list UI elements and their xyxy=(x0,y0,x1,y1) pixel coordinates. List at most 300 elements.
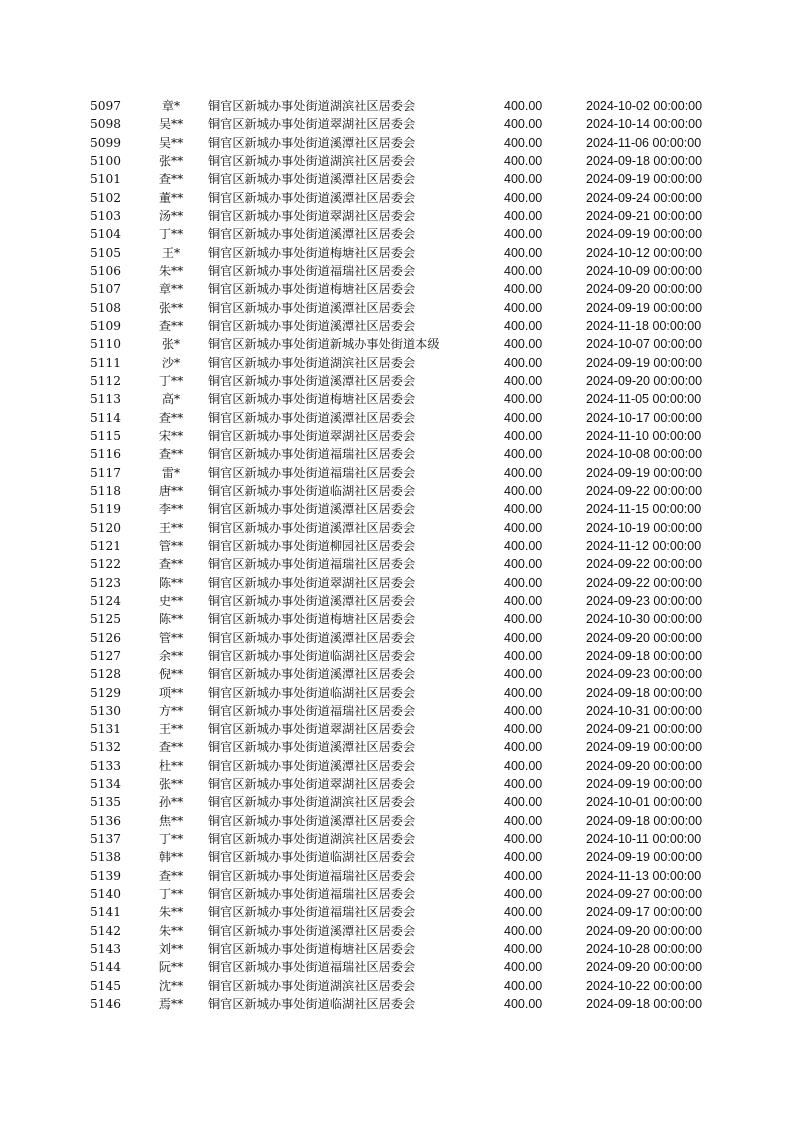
row-amount: 400.00 xyxy=(504,630,543,645)
row-date: 2024-10-02 00:00:00 xyxy=(586,99,703,113)
row-date: 2024-09-18 00:00:00 xyxy=(586,813,703,828)
row-amount: 400.00 xyxy=(504,282,543,297)
row-organization: 铜官区新城办事处街道柳园社区居委会 xyxy=(208,538,416,553)
row-id: 5144 xyxy=(90,960,122,975)
row-name: 董** xyxy=(158,190,184,205)
row-date: 2024-09-21 00:00:00 xyxy=(586,722,703,737)
row-date: 2024-09-20 00:00:00 xyxy=(586,923,703,938)
table-row xyxy=(88,830,728,848)
row-date: 2024-11-06 00:00:00 xyxy=(586,135,702,150)
row-date: 2024-09-19 00:00:00 xyxy=(586,300,703,315)
table-row xyxy=(88,354,728,372)
row-amount: 400.00 xyxy=(504,300,543,315)
row-date: 2024-09-24 00:00:00 xyxy=(586,190,703,205)
row-amount: 400.00 xyxy=(504,410,543,425)
row-organization: 铜官区新城办事处街道翠湖社区居委会 xyxy=(208,722,416,737)
row-id: 5141 xyxy=(90,905,122,920)
row-id: 5113 xyxy=(90,392,122,407)
row-amount: 400.00 xyxy=(504,685,543,700)
row-amount: 400.00 xyxy=(504,703,543,718)
row-name: 倪** xyxy=(158,667,184,682)
row-organization: 铜官区新城办事处街道新城办事处街道本级 xyxy=(208,337,440,352)
row-organization: 铜官区新城办事处街道溪潭社区居委会 xyxy=(208,318,416,333)
row-amount: 400.00 xyxy=(504,245,543,260)
row-name: 查** xyxy=(158,868,184,883)
row-date: 2024-09-20 00:00:00 xyxy=(586,282,703,297)
row-organization: 铜官区新城办事处街道梅塘社区居委会 xyxy=(208,392,416,407)
row-amount: 400.00 xyxy=(504,795,543,810)
table-row xyxy=(88,684,728,702)
row-date: 2024-10-01 00:00:00 xyxy=(586,795,703,810)
row-date: 2024-10-09 00:00:00 xyxy=(586,263,703,278)
row-date: 2024-09-20 00:00:00 xyxy=(586,960,703,975)
row-name: 阮** xyxy=(158,960,184,975)
row-id: 5132 xyxy=(90,740,122,755)
row-name: 王* xyxy=(161,245,181,260)
row-name: 宋** xyxy=(158,428,184,443)
row-id: 5140 xyxy=(90,887,122,902)
row-id: 5117 xyxy=(90,465,122,480)
row-organization: 铜官区新城办事处街道福瑞社区居委会 xyxy=(208,465,416,480)
row-organization: 铜官区新城办事处街道梅塘社区居委会 xyxy=(208,942,416,957)
row-organization: 铜官区新城办事处街道溪潭社区居委会 xyxy=(208,667,416,682)
row-amount: 400.00 xyxy=(504,978,543,993)
row-date: 2024-09-18 00:00:00 xyxy=(586,997,703,1012)
row-date: 2024-09-18 00:00:00 xyxy=(586,153,703,168)
row-organization: 铜官区新城办事处街道溪潭社区居委会 xyxy=(208,227,416,242)
row-id: 5112 xyxy=(90,373,122,388)
row-name: 查** xyxy=(158,557,184,572)
row-id: 5146 xyxy=(90,997,122,1012)
row-id: 5103 xyxy=(90,208,122,223)
row-id: 5119 xyxy=(90,502,122,517)
row-date: 2024-10-12 00:00:00 xyxy=(586,245,703,260)
row-amount: 400.00 xyxy=(504,740,543,755)
row-id: 5109 xyxy=(90,318,122,333)
row-organization: 铜官区新城办事处街道翠湖社区居委会 xyxy=(208,777,416,792)
row-amount: 400.00 xyxy=(504,373,543,388)
row-name: 丁** xyxy=(158,227,184,242)
row-date: 2024-10-11 00:00:00 xyxy=(586,832,702,847)
row-amount: 400.00 xyxy=(504,465,543,480)
table-row xyxy=(88,445,728,463)
row-name: 张** xyxy=(158,153,184,168)
row-amount: 400.00 xyxy=(504,355,543,370)
row-date: 2024-09-22 00:00:00 xyxy=(586,557,703,572)
row-amount: 400.00 xyxy=(504,850,543,865)
row-id: 5118 xyxy=(90,483,122,498)
row-date: 2024-10-31 00:00:00 xyxy=(586,703,703,718)
table-row xyxy=(88,225,728,243)
row-organization: 铜官区新城办事处街道溪潭社区居委会 xyxy=(208,758,416,773)
table-row xyxy=(88,97,728,115)
row-organization: 铜官区新城办事处街道福瑞社区居委会 xyxy=(208,703,416,718)
table-row xyxy=(88,464,728,482)
row-date: 2024-10-07 00:00:00 xyxy=(586,337,703,352)
payment-table xyxy=(88,97,728,1013)
row-name: 高* xyxy=(161,392,181,407)
row-organization: 铜官区新城办事处街道福瑞社区居委会 xyxy=(208,447,416,462)
table-row xyxy=(88,427,728,445)
row-name: 张** xyxy=(158,300,184,315)
row-id: 5102 xyxy=(90,190,122,205)
row-amount: 400.00 xyxy=(504,593,543,608)
row-id: 5130 xyxy=(90,703,122,718)
row-id: 5139 xyxy=(90,868,122,883)
row-organization: 铜官区新城办事处街道福瑞社区居委会 xyxy=(208,868,416,883)
row-id: 5104 xyxy=(90,227,122,242)
table-row xyxy=(88,867,728,885)
row-date: 2024-09-20 00:00:00 xyxy=(586,630,703,645)
row-amount: 400.00 xyxy=(504,520,543,535)
row-date: 2024-09-17 00:00:00 xyxy=(586,905,703,920)
row-id: 5100 xyxy=(90,153,122,168)
row-organization: 铜官区新城办事处街道翠湖社区居委会 xyxy=(208,208,416,223)
row-name: 雷* xyxy=(161,465,181,480)
row-organization: 铜官区新城办事处街道福瑞社区居委会 xyxy=(208,557,416,572)
row-amount: 400.00 xyxy=(504,99,543,113)
row-id: 5101 xyxy=(90,172,122,187)
table-row xyxy=(88,977,728,995)
row-id: 5136 xyxy=(90,813,122,828)
row-id: 5128 xyxy=(90,667,122,682)
row-date: 2024-11-10 00:00:00 xyxy=(586,428,702,443)
row-organization: 铜官区新城办事处街道溪潭社区居委会 xyxy=(208,593,416,608)
row-date: 2024-09-19 00:00:00 xyxy=(586,850,703,865)
table-row xyxy=(88,665,728,683)
row-amount: 400.00 xyxy=(504,447,543,462)
row-amount: 400.00 xyxy=(504,153,543,168)
row-organization: 铜官区新城办事处街道临湖社区居委会 xyxy=(208,483,416,498)
table-row xyxy=(88,647,728,665)
row-name: 陈** xyxy=(158,575,184,590)
row-name: 管** xyxy=(158,538,184,553)
row-date: 2024-09-20 00:00:00 xyxy=(586,758,703,773)
row-name: 丁** xyxy=(158,832,184,847)
table-row xyxy=(88,390,728,408)
row-name: 张* xyxy=(161,337,181,352)
table-row xyxy=(88,812,728,830)
row-name: 朱** xyxy=(158,923,184,938)
row-name: 项** xyxy=(158,685,184,700)
row-amount: 400.00 xyxy=(504,263,543,278)
row-date: 2024-10-28 00:00:00 xyxy=(586,942,703,957)
row-amount: 400.00 xyxy=(504,813,543,828)
table-row xyxy=(88,958,728,976)
row-id: 5115 xyxy=(90,428,122,443)
row-name: 章* xyxy=(161,99,181,113)
row-date: 2024-09-19 00:00:00 xyxy=(586,740,703,755)
row-date: 2024-10-14 00:00:00 xyxy=(586,117,703,132)
row-organization: 铜官区新城办事处街道翠湖社区居委会 xyxy=(208,575,416,590)
row-id: 5125 xyxy=(90,612,122,627)
row-date: 2024-09-19 00:00:00 xyxy=(586,777,703,792)
row-name: 孙** xyxy=(158,795,184,810)
table-row xyxy=(88,280,728,298)
table-row xyxy=(88,922,728,940)
row-date: 2024-09-20 00:00:00 xyxy=(586,373,703,388)
row-date: 2024-09-19 00:00:00 xyxy=(586,227,703,242)
row-id: 5143 xyxy=(90,942,122,957)
row-date: 2024-09-23 00:00:00 xyxy=(586,667,703,682)
row-organization: 铜官区新城办事处街道梅塘社区居委会 xyxy=(208,245,416,260)
row-id: 5114 xyxy=(90,410,122,425)
row-amount: 400.00 xyxy=(504,832,543,847)
row-id: 5126 xyxy=(90,630,122,645)
row-amount: 400.00 xyxy=(504,612,543,627)
table-row xyxy=(88,189,728,207)
row-id: 5142 xyxy=(90,923,122,938)
row-date: 2024-10-30 00:00:00 xyxy=(586,612,703,627)
row-amount: 400.00 xyxy=(504,502,543,517)
table-row xyxy=(88,555,728,573)
row-id: 5098 xyxy=(90,117,122,132)
table-row xyxy=(88,244,728,262)
table-row xyxy=(88,629,728,647)
row-amount: 400.00 xyxy=(504,758,543,773)
table-row xyxy=(88,500,728,518)
row-amount: 400.00 xyxy=(504,135,543,150)
row-organization: 铜官区新城办事处街道湖滨社区居委会 xyxy=(208,795,416,810)
table-row xyxy=(88,409,728,427)
row-organization: 铜官区新城办事处街道溪潭社区居委会 xyxy=(208,813,416,828)
row-organization: 铜官区新城办事处街道临湖社区居委会 xyxy=(208,997,416,1012)
row-amount: 400.00 xyxy=(504,208,543,223)
row-name: 管** xyxy=(158,630,184,645)
row-date: 2024-09-27 00:00:00 xyxy=(586,887,703,902)
row-name: 方** xyxy=(158,703,184,718)
table-row xyxy=(88,848,728,866)
table-row xyxy=(88,299,728,317)
row-id: 5138 xyxy=(90,850,122,865)
row-organization: 铜官区新城办事处街道翠湖社区居委会 xyxy=(208,117,416,132)
row-id: 5111 xyxy=(90,355,122,370)
row-date: 2024-10-22 00:00:00 xyxy=(586,978,703,993)
row-organization: 铜官区新城办事处街道临湖社区居委会 xyxy=(208,648,416,663)
row-date: 2024-09-19 00:00:00 xyxy=(586,355,703,370)
table-row xyxy=(88,317,728,335)
row-name: 朱** xyxy=(158,905,184,920)
table-row xyxy=(88,482,728,500)
row-id: 5127 xyxy=(90,648,122,663)
row-organization: 铜官区新城办事处街道溪潭社区居委会 xyxy=(208,923,416,938)
row-organization: 铜官区新城办事处街道湖滨社区居委会 xyxy=(208,355,416,370)
row-amount: 400.00 xyxy=(504,905,543,920)
row-id: 5110 xyxy=(90,337,122,352)
row-id: 5105 xyxy=(90,245,122,260)
row-id: 5129 xyxy=(90,685,122,700)
row-date: 2024-09-23 00:00:00 xyxy=(586,593,703,608)
row-id: 5099 xyxy=(90,135,122,150)
row-organization: 铜官区新城办事处街道溪潭社区居委会 xyxy=(208,135,416,150)
row-amount: 400.00 xyxy=(504,227,543,242)
row-organization: 铜官区新城办事处街道溪潭社区居委会 xyxy=(208,410,416,425)
row-date: 2024-11-12 00:00:00 xyxy=(586,538,702,553)
table-row xyxy=(88,207,728,225)
table-row xyxy=(88,610,728,628)
table-row xyxy=(88,995,728,1013)
row-id: 5145 xyxy=(90,978,122,993)
row-amount: 400.00 xyxy=(504,428,543,443)
row-amount: 400.00 xyxy=(504,392,543,407)
row-organization: 铜官区新城办事处街道溪潭社区居委会 xyxy=(208,520,416,535)
row-name: 查** xyxy=(158,410,184,425)
row-date: 2024-10-08 00:00:00 xyxy=(586,447,703,462)
row-id: 5106 xyxy=(90,263,122,278)
row-amount: 400.00 xyxy=(504,190,543,205)
table-row xyxy=(88,720,728,738)
table-row xyxy=(88,519,728,537)
row-organization: 铜官区新城办事处街道溪潭社区居委会 xyxy=(208,190,416,205)
row-id: 5097 xyxy=(90,99,122,113)
row-date: 2024-09-22 00:00:00 xyxy=(586,483,703,498)
row-amount: 400.00 xyxy=(504,923,543,938)
row-id: 5116 xyxy=(90,447,122,462)
row-id: 5134 xyxy=(90,777,122,792)
row-name: 焉** xyxy=(158,997,184,1012)
row-name: 王** xyxy=(158,520,184,535)
row-organization: 铜官区新城办事处街道溪潭社区居委会 xyxy=(208,740,416,755)
row-organization: 铜官区新城办事处街道湖滨社区居委会 xyxy=(208,832,416,847)
row-name: 丁** xyxy=(158,887,184,902)
row-date: 2024-09-21 00:00:00 xyxy=(586,208,703,223)
row-id: 5120 xyxy=(90,520,122,535)
row-amount: 400.00 xyxy=(504,575,543,590)
row-organization: 铜官区新城办事处街道福瑞社区居委会 xyxy=(208,905,416,920)
row-name: 查** xyxy=(158,172,184,187)
row-name: 杜** xyxy=(158,758,184,773)
row-name: 沈** xyxy=(158,978,184,993)
row-id: 5121 xyxy=(90,538,122,553)
row-id: 5108 xyxy=(90,300,122,315)
row-amount: 400.00 xyxy=(504,483,543,498)
row-amount: 400.00 xyxy=(504,648,543,663)
row-organization: 铜官区新城办事处街道溪潭社区居委会 xyxy=(208,300,416,315)
row-amount: 400.00 xyxy=(504,942,543,957)
row-organization: 铜官区新城办事处街道翠湖社区居委会 xyxy=(208,428,416,443)
row-id: 5107 xyxy=(90,282,122,297)
row-date: 2024-09-22 00:00:00 xyxy=(586,575,703,590)
row-name: 吴** xyxy=(158,135,184,150)
row-organization: 铜官区新城办事处街道溪潭社区居委会 xyxy=(208,172,416,187)
row-name: 王** xyxy=(158,722,184,737)
row-date: 2024-11-05 00:00:00 xyxy=(586,392,702,407)
row-organization: 铜官区新城办事处街道湖滨社区居委会 xyxy=(208,99,416,113)
row-organization: 铜官区新城办事处街道湖滨社区居委会 xyxy=(208,978,416,993)
row-amount: 400.00 xyxy=(504,318,543,333)
row-name: 查** xyxy=(158,740,184,755)
row-organization: 铜官区新城办事处街道福瑞社区居委会 xyxy=(208,887,416,902)
table-row xyxy=(88,592,728,610)
row-name: 陈** xyxy=(158,612,184,627)
row-amount: 400.00 xyxy=(504,117,543,132)
row-date: 2024-09-18 00:00:00 xyxy=(586,685,703,700)
row-amount: 400.00 xyxy=(504,172,543,187)
row-amount: 400.00 xyxy=(504,722,543,737)
row-name: 查** xyxy=(158,447,184,462)
row-date: 2024-11-15 00:00:00 xyxy=(586,502,702,517)
row-amount: 400.00 xyxy=(504,887,543,902)
row-date: 2024-09-18 00:00:00 xyxy=(586,648,703,663)
table-row xyxy=(88,885,728,903)
row-amount: 400.00 xyxy=(504,337,543,352)
table-row xyxy=(88,115,728,133)
row-organization: 铜官区新城办事处街道溪潭社区居委会 xyxy=(208,502,416,517)
row-id: 5122 xyxy=(90,557,122,572)
row-name: 丁** xyxy=(158,373,184,388)
table-row xyxy=(88,335,728,353)
row-date: 2024-11-13 00:00:00 xyxy=(586,868,702,883)
row-id: 5123 xyxy=(90,575,122,590)
row-date: 2024-10-19 00:00:00 xyxy=(586,520,703,535)
row-date: 2024-10-17 00:00:00 xyxy=(586,410,703,425)
row-organization: 铜官区新城办事处街道溪潭社区居委会 xyxy=(208,373,416,388)
row-organization: 铜官区新城办事处街道福瑞社区居委会 xyxy=(208,263,416,278)
row-amount: 400.00 xyxy=(504,997,543,1012)
row-organization: 铜官区新城办事处街道临湖社区居委会 xyxy=(208,685,416,700)
row-name: 刘** xyxy=(158,942,184,957)
table-row xyxy=(88,262,728,280)
row-organization: 铜官区新城办事处街道梅塘社区居委会 xyxy=(208,282,416,297)
table-row xyxy=(88,134,728,152)
table-row xyxy=(88,940,728,958)
row-name: 汤** xyxy=(158,208,184,223)
row-amount: 400.00 xyxy=(504,777,543,792)
row-id: 5135 xyxy=(90,795,122,810)
row-organization: 铜官区新城办事处街道溪潭社区居委会 xyxy=(208,630,416,645)
row-name: 史** xyxy=(158,593,184,608)
row-name: 张** xyxy=(158,777,184,792)
table-row xyxy=(88,152,728,170)
row-name: 李** xyxy=(158,502,184,517)
row-organization: 铜官区新城办事处街道临湖社区居委会 xyxy=(208,850,416,865)
table-row xyxy=(88,170,728,188)
table-row xyxy=(88,702,728,720)
table-row xyxy=(88,372,728,390)
row-amount: 400.00 xyxy=(504,868,543,883)
table-row xyxy=(88,537,728,555)
row-id: 5133 xyxy=(90,758,122,773)
row-name: 章** xyxy=(158,282,184,297)
row-name: 朱** xyxy=(158,263,184,278)
row-id: 5137 xyxy=(90,832,122,847)
row-organization: 铜官区新城办事处街道湖滨社区居委会 xyxy=(208,153,416,168)
row-date: 2024-09-19 00:00:00 xyxy=(586,172,703,187)
table-row xyxy=(88,738,728,756)
row-name: 焦** xyxy=(158,813,184,828)
row-name: 查** xyxy=(158,318,184,333)
row-amount: 400.00 xyxy=(504,538,543,553)
row-name: 唐** xyxy=(158,483,184,498)
row-date: 2024-09-19 00:00:00 xyxy=(586,465,703,480)
row-amount: 400.00 xyxy=(504,960,543,975)
row-name: 沙* xyxy=(161,355,181,370)
row-organization: 铜官区新城办事处街道梅塘社区居委会 xyxy=(208,612,416,627)
row-name: 韩** xyxy=(158,850,184,865)
row-id: 5131 xyxy=(90,722,122,737)
row-amount: 400.00 xyxy=(504,667,543,682)
table-row xyxy=(88,574,728,592)
table-row xyxy=(88,757,728,775)
row-name: 吴** xyxy=(158,117,184,132)
row-amount: 400.00 xyxy=(504,557,543,572)
row-date: 2024-11-18 00:00:00 xyxy=(586,318,702,333)
row-id: 5124 xyxy=(90,593,122,608)
table-row xyxy=(88,775,728,793)
row-organization: 铜官区新城办事处街道福瑞社区居委会 xyxy=(208,960,416,975)
table-row xyxy=(88,793,728,811)
row-name: 余** xyxy=(158,648,184,663)
